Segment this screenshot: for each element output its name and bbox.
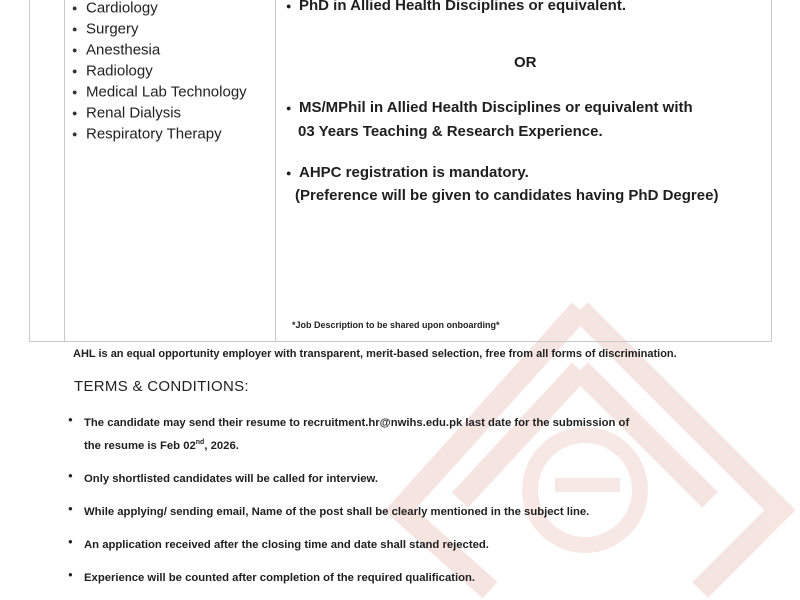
bullet-icon: ● [72,45,78,56]
bullet-icon: ● [68,470,73,480]
qualification-ms-line1: ● MS/MPhil in Allied Health Disciplines or equivalent with [286,99,693,116]
job-description-note: *Job Description to be shared upon onboarding* [292,320,500,330]
bullet-icon: ● [72,66,78,77]
list-item: ● Cardiology [72,0,247,19]
list-item [68,536,629,555]
qualification-phd: ● PhD in Allied Health Disciplines or equivalent. [286,0,627,14]
list-item [68,414,629,456]
bullet-icon: ● [68,569,73,579]
bullet-icon: ● [72,87,78,98]
list-item [68,470,629,489]
phd-preference-note: (Preference will be given to candidates having PhD Degree) [295,187,719,204]
table-border-bottom [29,341,772,342]
bullet-icon: ● [72,108,78,119]
term-late-application: An application received after the closing time and date shall stand rejected. [84,538,489,551]
list-item: ● Medical Lab Technology [72,82,247,103]
table-border-col1 [64,0,65,342]
list-item: ● Anesthesia [72,40,247,61]
table-border-left [29,0,30,342]
list-item [68,569,629,588]
ahpc-requirement: ● AHPC registration is mandatory. [286,164,529,181]
terms-heading: TERMS & CONDITIONS: [74,378,249,395]
bullet-icon: ● [68,415,73,424]
bullet-icon: ● [286,168,292,179]
list-item: ● Renal Dialysis [72,103,247,124]
list-item: ● Respiratory Therapy [72,124,247,145]
table-border-col2 [275,0,276,342]
bullet-icon: ● [72,24,78,35]
table-border-right [771,0,772,342]
bullet-icon: ● [72,129,78,140]
term-shortlisted: Only shortlisted candidates will be called for interview. [84,472,379,485]
or-separator: OR [514,54,537,71]
bullet-icon: ● [68,536,73,546]
term-resume-submission: The candidate may send their resume to recruitment.hr@nwihs.edu.pk last date for the submission of the resume is Feb 02nd, 2026. [84,417,630,452]
bullet-icon: ● [68,503,73,513]
list-item: ● Surgery [72,19,247,40]
term-subject-line: While applying/ sending email, Name of the post shall be clearly mentioned in the subject line. [84,505,590,518]
terms-list [68,414,629,588]
list-item [68,503,629,522]
list-item: ● Radiology [72,61,247,82]
bullet-icon: ● [286,1,292,12]
term-experience: Experience will be counted after completion of the required qualification. [84,571,476,584]
bullet-icon: ● [72,3,78,13]
equal-opportunity-statement: AHL is an equal opportunity employer with transparent, merit-based selection, free from all forms of discrimination. [73,348,677,360]
qualification-ms-line2: 03 Years Teaching & Research Experience. [298,123,603,140]
bullet-icon: ● [286,103,292,114]
department-list [72,0,247,145]
